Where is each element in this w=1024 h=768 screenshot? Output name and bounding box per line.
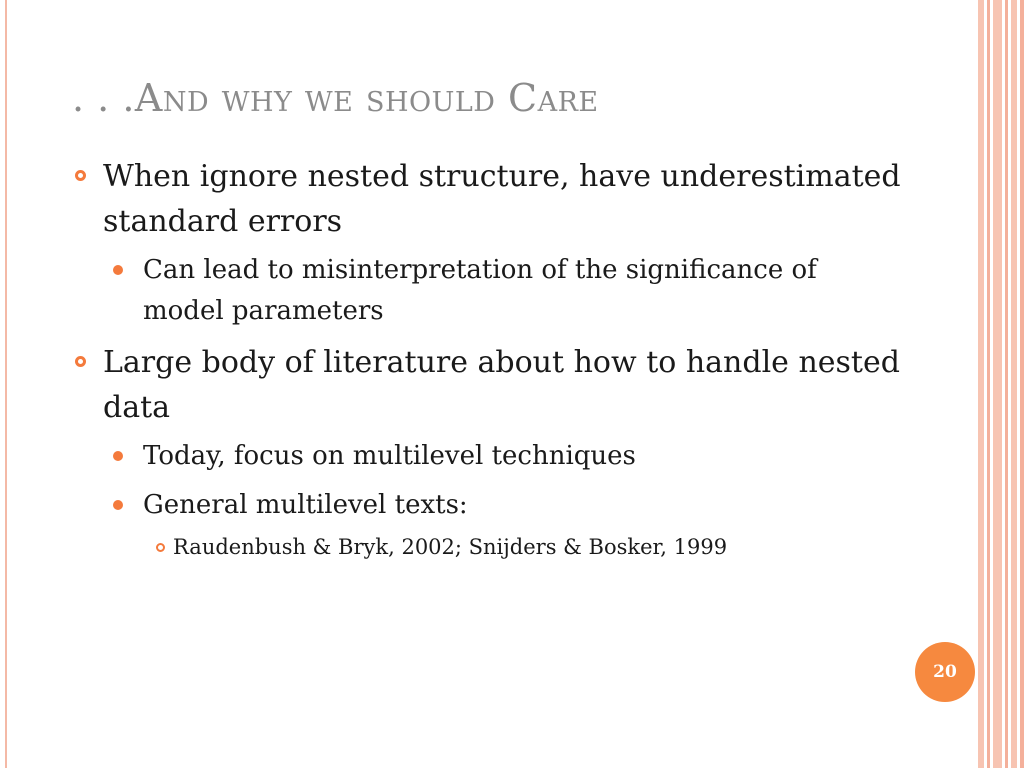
dot-bullet-icon: [113, 451, 123, 461]
bullet-text: Large body of literature about how to handle nested data: [103, 345, 900, 425]
ring-bullet-icon: [75, 170, 86, 181]
sub-bullet-item: [72, 485, 902, 526]
title-prefix: . . .: [72, 76, 135, 120]
page-number-badge: [915, 642, 975, 702]
right-decorative-stripes: [978, 0, 1024, 768]
bullet-item: [72, 154, 902, 244]
bullet-list: [72, 154, 902, 562]
sub-bullet-text: Today, focus on multilevel techniques: [143, 441, 636, 471]
slide-title: [72, 76, 599, 120]
stripe: [1011, 0, 1017, 768]
ring-bullet-icon: [75, 356, 86, 367]
stripe: [978, 0, 984, 768]
stripe: [1020, 0, 1024, 768]
stripe: [1005, 0, 1008, 768]
sub-bullet-text: General multilevel texts:: [143, 490, 468, 520]
stripe: [993, 0, 1002, 768]
stripe: [987, 0, 990, 768]
sub-sub-bullet-text: Raudenbush & Bryk, 2002; Snijders & Bosker, 1999: [173, 535, 728, 559]
sub-bullet-item: [72, 250, 902, 332]
bullet-item: [72, 340, 902, 430]
sub-bullet-item: [72, 436, 902, 477]
small-ring-bullet-icon: [156, 543, 165, 552]
sub-sub-bullet-item: [72, 532, 902, 562]
dot-bullet-icon: [113, 265, 123, 275]
dot-bullet-icon: [113, 500, 123, 510]
title-main: And why we should Care: [134, 76, 599, 120]
page-number: 20: [933, 662, 957, 682]
bullet-text: When ignore nested structure, have underestimated standard errors: [103, 159, 901, 239]
sub-bullet-text: Can lead to misinterpretation of the significance of model parameters: [143, 255, 817, 326]
left-border-line: [5, 0, 7, 768]
